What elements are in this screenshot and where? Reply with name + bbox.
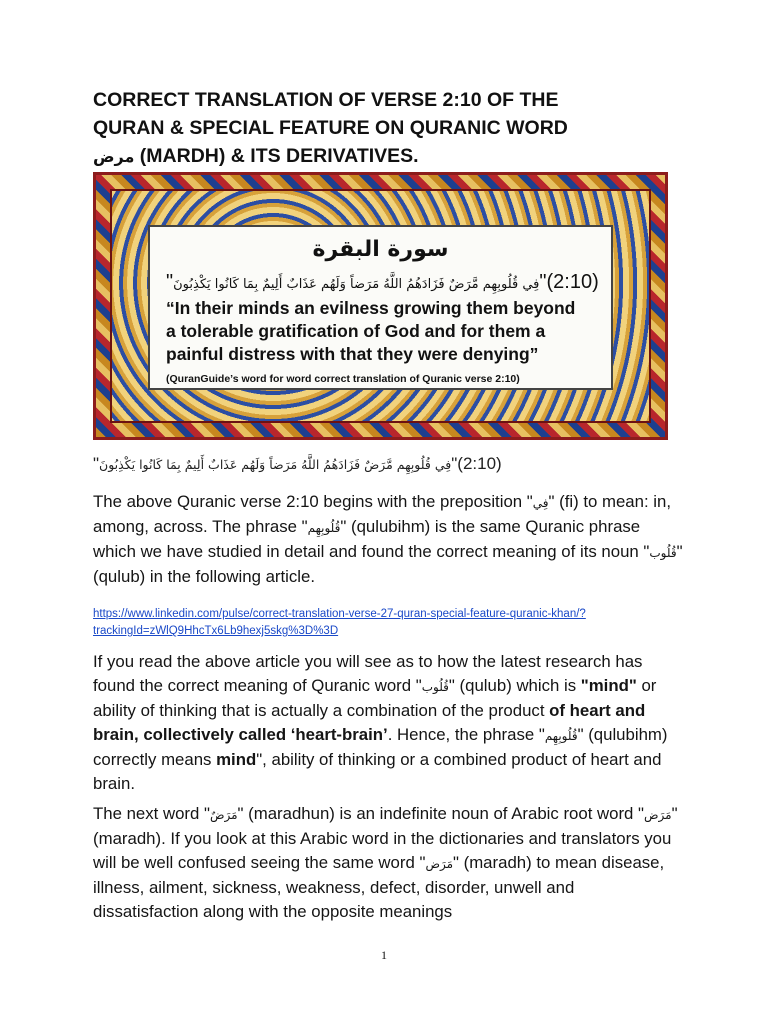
document-title <box>93 86 693 171</box>
para3-arabic-maradh-2: مَرَض <box>425 857 453 871</box>
para2-text-a: If you read the above article you will see as to how the latest research has found the correct meaning of Quranic word " <box>93 652 643 695</box>
article-link[interactable]: https://www.linkedin.com/pulse/correct-translation-verse-27-quran-special-feature-quranic-khan/?trackingId=zWlQ9HhcTx6Lb9hexj5skg%3D%3D <box>93 608 586 637</box>
verse-arabic: فِي قُلُوبِهِم مَّرَضٌ فَزَادَهُمُ اللَّهُ مَرَضاً وَلَهُم عَذَابٌ أَلِيمٌ بِمَا كَانُوا يَكْذِبُونَ <box>99 457 452 472</box>
para2-text-b: " (qulub) which is <box>448 676 581 695</box>
para2-text-d: . Hence, the phrase " <box>387 725 545 744</box>
title-line-1: CORRECT TRANSLATION OF VERSE 2:10 OF THE <box>93 89 559 111</box>
figure-verse-line: "فِي قُلُوبِهِم مَّرَضٌ فَزَادَهُمُ اللَّهُ مَرَضاً وَلَهُم عَذَابٌ أَلِيمٌ بِمَا كَانُوا يَكْذِبُونَ"(2:10) <box>166 271 599 293</box>
surah-name: سورة البقرة <box>312 237 449 262</box>
verse-ref: (2:10) <box>457 454 502 473</box>
paragraph-3 <box>93 802 683 924</box>
para2-bold-heart-brain: of heart and brain, collectively called ‘heart-brain’ <box>93 701 646 744</box>
para1-arabic-qulubihm: قُلُوبِهِم <box>307 521 341 535</box>
verse-line: "فِي قُلُوبِهِم مَّرَضٌ فَزَادَهُمُ اللَّهُ مَرَضاً وَلَهُم عَذَابٌ أَلِيمٌ بِمَا كَانُوا يَكْذِبُونَ"(2:10) <box>93 454 502 473</box>
paragraph-1 <box>93 490 683 589</box>
translation-line-1: “In their minds an evilness growing them beyond <box>166 298 576 318</box>
title-line-3: (MARDH) & ITS DERIVATIVES. <box>134 145 419 167</box>
figure-verse-ref: (2:10) <box>546 271 599 293</box>
para3-text-c: " (maradh). If you look at this Arabic word in the dictionaries and translators you will be well confused seeing the same word " <box>93 804 678 872</box>
para2-arabic-qulub: قُلُوب <box>421 680 449 694</box>
verse-panel <box>148 225 613 390</box>
para1-text-a: The above Quranic verse 2:10 begins with the preposition " <box>93 492 533 511</box>
paragraph-2 <box>93 650 683 796</box>
para1-text-b: " (fi) to mean: in, among, across. The phrase " <box>93 492 672 536</box>
translation-line-3: painful distress with that they were denying” <box>166 344 539 364</box>
para3-text-d: " (maradh) to mean disease, illness, ailment, sickness, weakness, defect, disorder, unwell and dissatisfaction along with the opposite meanings <box>93 853 665 921</box>
figure-verse-arabic: فِي قُلُوبِهِم مَّرَضٌ فَزَادَهُمُ اللَّهُ مَرَضاً وَلَهُم عَذَابٌ أَلِيمٌ بِمَا كَانُوا يَكْذِبُونَ <box>173 277 540 292</box>
para2-text-f: ", ability of thinking or a combined product of heart and brain. <box>93 750 662 793</box>
title-arabic-word: مرض <box>93 147 135 166</box>
para1-arabic-qulub: قُلُوب <box>649 546 677 560</box>
para1-text-c: " (qulubihm) is the same Quranic phrase which we have studied in detail and found the correct meaning of its noun " <box>93 517 650 561</box>
para1-text-d: " (qulub) in the following article. <box>93 542 683 586</box>
para2-bold-mind: "mind" <box>580 676 637 695</box>
page-number: 1 <box>381 948 387 962</box>
verse-figure <box>93 172 668 440</box>
title-line-2: QURAN & SPECIAL FEATURE ON QURANIC WORD <box>93 117 568 139</box>
para3-text-b: " (maradhun) is an indefinite noun of Arabic root word " <box>237 804 645 823</box>
figure-caption: (QuranGuide’s word for word correct translation of Quranic verse 2:10) <box>166 373 520 385</box>
figure-translation <box>166 297 601 366</box>
para2-arabic-qulubihm: قُلُوبِهِم <box>544 729 578 743</box>
para3-arabic-maradhun: مَرَضٌ <box>209 808 238 822</box>
para3-text-a: The next word " <box>93 804 210 823</box>
para2-text-e: " (qulubihm) correctly means <box>93 725 668 769</box>
para3-arabic-maradh: مَرَض <box>644 808 672 822</box>
translation-line-2: a tolerable gratification of God and for them a <box>166 321 546 341</box>
para2-bold-mind-2: mind <box>216 750 257 769</box>
para2-text-c: or ability of thinking that is actually a combination of the product <box>93 676 657 720</box>
para1-arabic-fi: فِي <box>532 496 549 510</box>
